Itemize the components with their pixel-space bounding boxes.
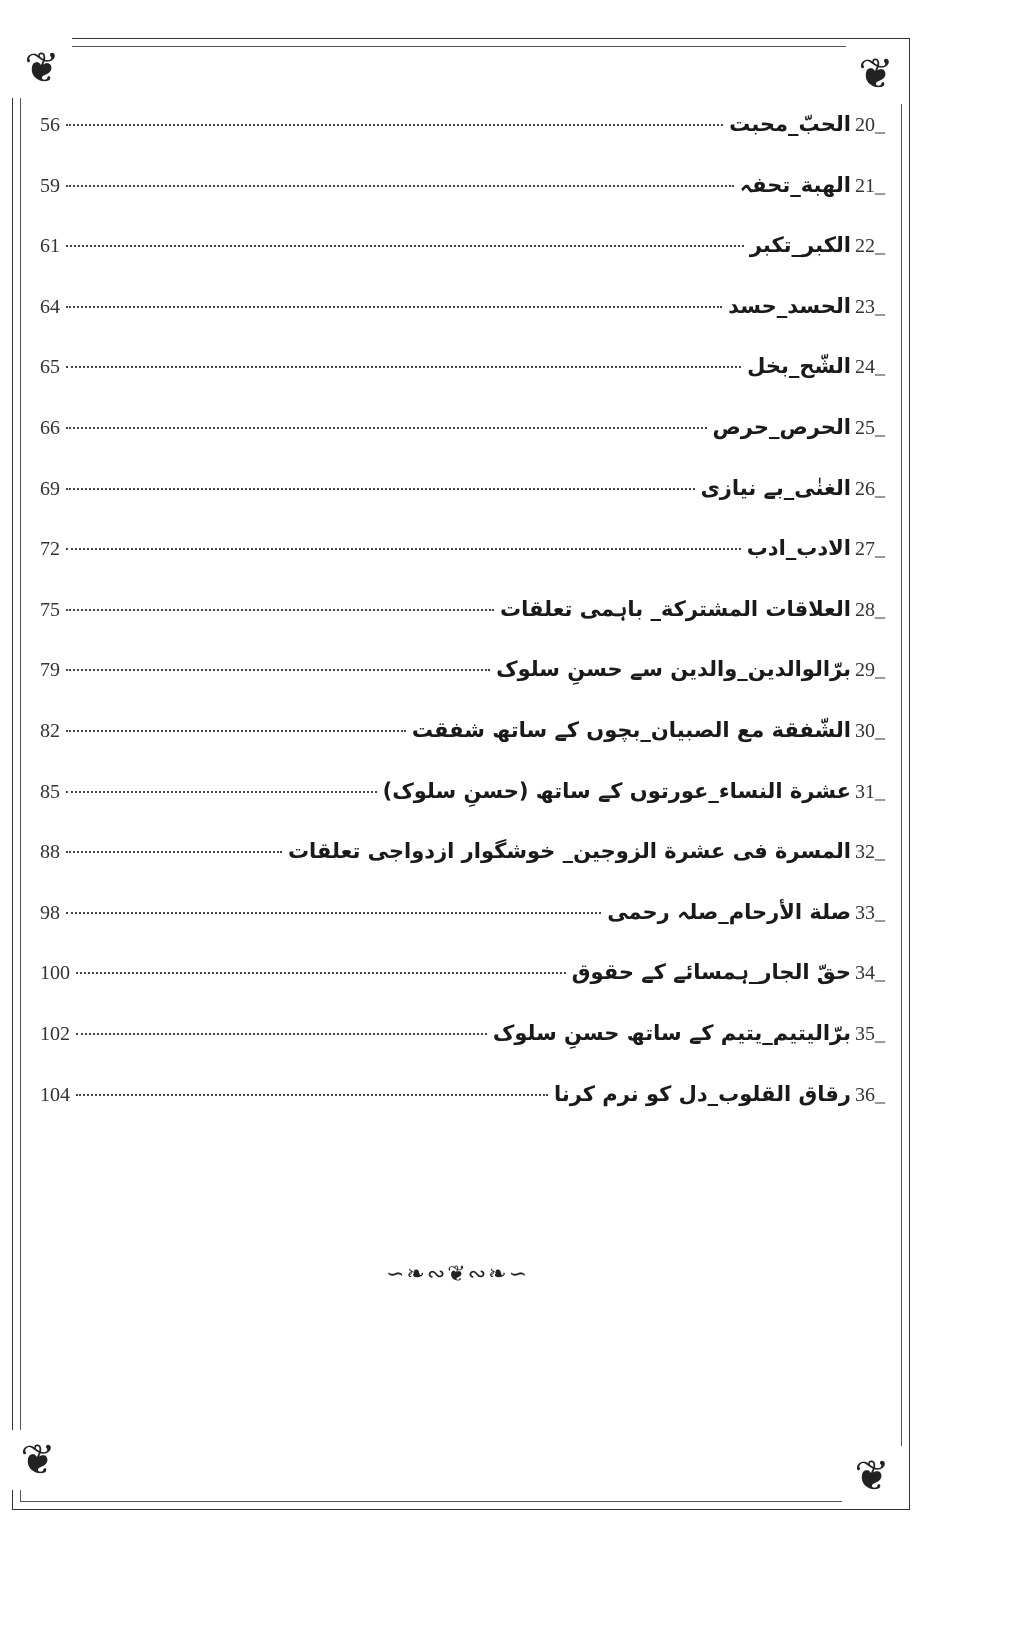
toc-entry[interactable] (40, 718, 885, 779)
entry-number: 27_ (855, 538, 885, 561)
toc-entry[interactable] (40, 112, 885, 173)
entry-page-number: 56 (40, 114, 60, 136)
entry-number: 32_ (855, 841, 885, 864)
entry-title: الشّفقة مع الصبیان_بچوں کے ساتھ شفقت (411, 717, 851, 742)
toc-entry[interactable] (40, 779, 885, 840)
dot-leader (76, 1094, 548, 1096)
entry-number: 22_ (855, 235, 885, 258)
entry-page-number: 59 (40, 174, 60, 197)
toc-entry[interactable] (40, 1021, 885, 1082)
entry-page-number: 79 (40, 659, 60, 682)
entry-page-number: 88 (40, 841, 60, 864)
entry-number: 24_ (855, 356, 885, 379)
entry-title: الحبّ_محبت (729, 112, 851, 136)
entry-page-number: 85 (40, 780, 60, 803)
toc-entry[interactable] (40, 354, 885, 415)
dot-leader (66, 488, 695, 490)
entry-page-number: 102 (40, 1022, 70, 1045)
entry-number: 31_ (855, 780, 885, 803)
entry-title: الهبة_تحفہ (739, 172, 851, 197)
entry-title: الادب_ادب (746, 536, 851, 561)
entry-page-number: 104 (40, 1083, 70, 1106)
entry-title: المسرة فی عشرة الزوجین_ خوشگوار ازدواجی تعلقات (287, 839, 851, 864)
entry-number: 25_ (855, 416, 885, 439)
entry-number: 20_ (855, 114, 885, 136)
corner-ornament-icon: ❦ (842, 1446, 902, 1506)
entry-page-number: 75 (40, 598, 60, 621)
toc-entry[interactable] (40, 597, 885, 658)
entry-title: الحرص_حرص (712, 414, 851, 439)
dot-leader (66, 366, 741, 368)
dot-leader (66, 427, 707, 429)
toc-entry[interactable] (40, 173, 885, 234)
toc-entry[interactable] (40, 900, 885, 961)
entry-title: الکبر_تکبر (749, 233, 851, 258)
entry-title: برّالوالدین_والدین سے حسنِ سلوک (496, 657, 851, 682)
entry-number: 21_ (855, 174, 885, 197)
toc-entry[interactable] (40, 476, 885, 537)
entry-title: برّالیتیم_یتیم کے ساتھ حسنِ سلوک (492, 1020, 851, 1045)
dot-leader (66, 912, 601, 914)
dot-leader (66, 185, 734, 187)
entry-number: 28_ (855, 598, 885, 621)
entry-title: رقاق القلوب_دل کو نرم کرنا (553, 1081, 851, 1106)
dot-leader (66, 791, 377, 793)
entry-title: الشّح_بخل (747, 354, 851, 379)
dot-leader (66, 669, 490, 671)
dot-leader (66, 548, 741, 550)
divider-ornament-icon: ∽❧∾❦∾❧∽ (385, 1262, 530, 1287)
entry-page-number: 66 (40, 416, 60, 439)
entry-page-number: 98 (40, 901, 60, 924)
entry-title: صلة الأرحام_صلہ رحمی (607, 899, 851, 924)
entry-number: 33_ (855, 901, 885, 924)
entry-page-number: 64 (40, 295, 60, 318)
entry-title: حقّ الجار_ہمسائے کے حقوق (571, 960, 851, 985)
dot-leader (66, 851, 282, 853)
toc-entry[interactable] (40, 657, 885, 718)
dot-leader (66, 306, 722, 308)
entry-page-number: 65 (40, 356, 60, 379)
dot-leader (66, 609, 494, 611)
dot-leader (66, 730, 406, 732)
entry-title: الحسد_حسد (728, 293, 851, 318)
dot-leader (76, 972, 566, 974)
toc-entry[interactable] (40, 233, 885, 294)
table-of-contents (40, 112, 885, 1142)
entry-number: 36_ (855, 1083, 885, 1106)
entry-number: 29_ (855, 659, 885, 682)
toc-entry[interactable] (40, 960, 885, 1021)
entry-page-number: 61 (40, 235, 60, 258)
entry-title: العلاقات المشترکة_ باہمی تعلقات (500, 596, 851, 621)
dot-leader (66, 124, 723, 126)
corner-ornament-icon: ❦ (8, 1430, 68, 1490)
toc-entry[interactable] (40, 839, 885, 900)
corner-ornament-icon: ❦ (846, 44, 906, 104)
corner-ornament-icon: ❦ (12, 38, 72, 98)
entry-number: 23_ (855, 295, 885, 318)
entry-number: 34_ (855, 962, 885, 985)
toc-entry[interactable] (40, 415, 885, 476)
entry-number: 35_ (855, 1022, 885, 1045)
dot-leader (76, 1033, 487, 1035)
entry-page-number: 72 (40, 538, 60, 561)
entry-number: 30_ (855, 719, 885, 742)
entry-title: الغنٰی_بے نیازی (700, 475, 851, 500)
entry-page-number: 82 (40, 719, 60, 742)
toc-entry[interactable] (40, 294, 885, 355)
entry-number: 26_ (855, 477, 885, 500)
entry-page-number: 69 (40, 477, 60, 500)
entry-title: عشرة النساء_عورتوں کے ساتھ (حسنِ سلوک) (382, 778, 851, 803)
toc-entry[interactable] (40, 536, 885, 597)
entry-page-number: 100 (40, 962, 70, 985)
toc-entry[interactable] (40, 1082, 885, 1143)
dot-leader (66, 245, 744, 247)
